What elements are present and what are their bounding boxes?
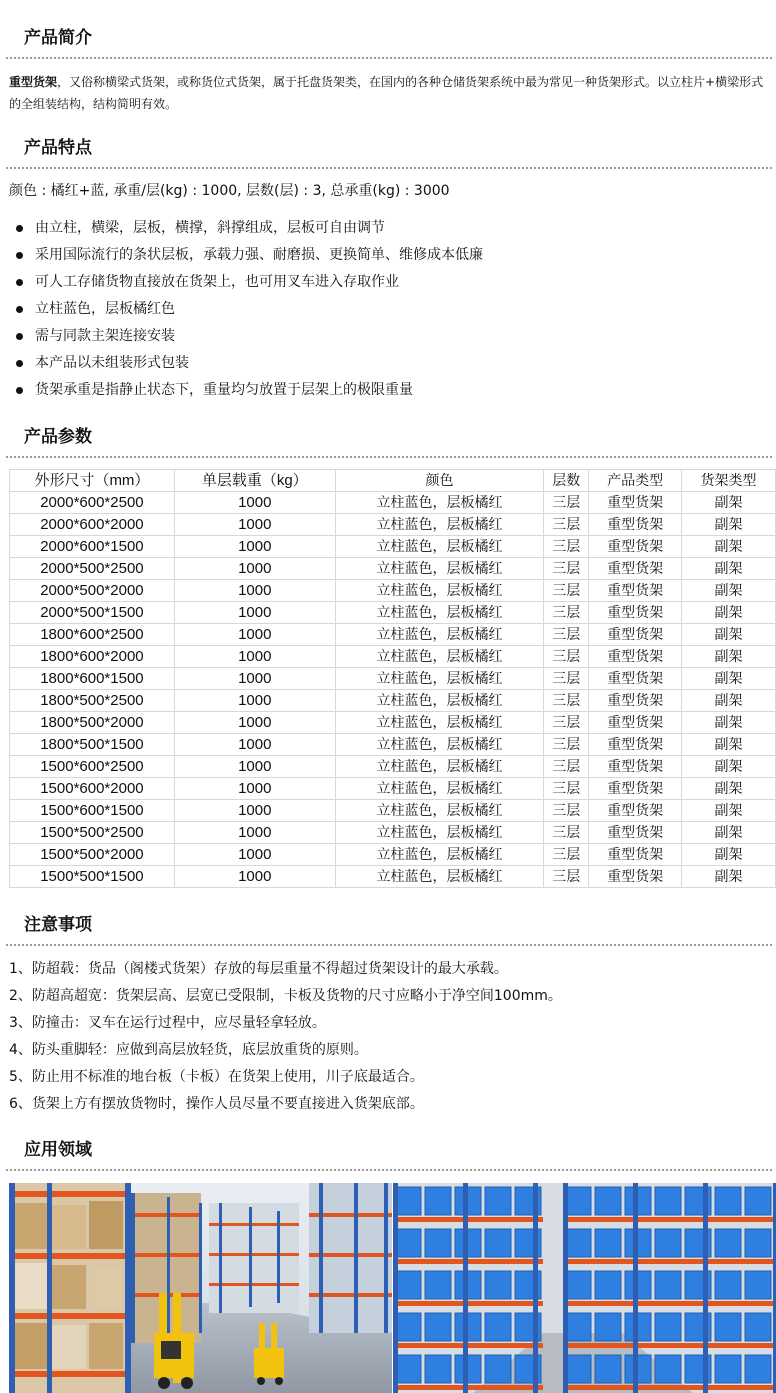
storage-crate xyxy=(395,1187,421,1215)
section-divider xyxy=(6,944,772,946)
table-cell: 1000 xyxy=(174,602,335,624)
table-row xyxy=(10,492,776,514)
table-cell: 1500*500*2000 xyxy=(10,844,175,866)
table-cell: 重型货架 xyxy=(589,646,682,668)
table-cell: 1000 xyxy=(174,866,335,888)
table-cell: 重型货架 xyxy=(589,492,682,514)
warehouse-aisle-photo xyxy=(9,1183,392,1393)
column-header: 层数 xyxy=(544,470,589,492)
table-cell: 副架 xyxy=(682,602,776,624)
storage-crate xyxy=(485,1187,511,1215)
table-row xyxy=(10,602,776,624)
table-cell: 重型货架 xyxy=(589,778,682,800)
table-cell: 三层 xyxy=(544,866,589,888)
table-cell: 1000 xyxy=(174,492,335,514)
column-header: 货架类型 xyxy=(682,470,776,492)
storage-crate xyxy=(425,1187,451,1215)
table-cell: 三层 xyxy=(544,822,589,844)
storage-crate xyxy=(655,1355,681,1383)
table-cell: 重型货架 xyxy=(589,668,682,690)
rack-beam xyxy=(563,1343,776,1348)
table-row xyxy=(10,822,776,844)
section-title-features xyxy=(0,137,776,159)
note-item: 1、防超载：货品（阁楼式货架）存放的每层重量不得超过货架设计的最大承载。 xyxy=(9,961,508,977)
table-cell: 立柱蓝色，层板橘红 xyxy=(335,558,544,580)
table-cell: 1800*500*2500 xyxy=(10,690,175,712)
table-cell: 立柱蓝色，层板橘红 xyxy=(335,734,544,756)
feature-item: 货架承重是指静止状态下，重量均匀放置于层架上的极限重量 xyxy=(0,379,483,406)
note-item: 6、货架上方有摆放货物时，操作人员尽量不要直接进入货架底部。 xyxy=(9,1096,424,1112)
table-row xyxy=(10,756,776,778)
rack-upright xyxy=(393,1183,398,1393)
intro-lead: 重型货架 xyxy=(9,75,58,89)
intro-text: ，又俗称横梁式货架，或称货位式货架，属于托盘货架类，在国内的各种仓储货架系统中最为常见一种货架形式。以立柱片+横梁形式的全组装结构，结构简明有效。 xyxy=(9,75,764,111)
table-row xyxy=(10,800,776,822)
rack-upright xyxy=(563,1183,568,1393)
section-title-intro xyxy=(0,27,776,49)
feature-item: 立柱蓝色，层板橘红色 xyxy=(0,298,483,325)
table-cell: 立柱蓝色，层板橘红 xyxy=(335,866,544,888)
storage-crate xyxy=(395,1313,421,1341)
rack-beam xyxy=(563,1217,776,1222)
table-cell: 重型货架 xyxy=(589,558,682,580)
section-title-application xyxy=(0,1139,776,1161)
table-row xyxy=(10,558,776,580)
table-cell: 副架 xyxy=(682,646,776,668)
storage-crate xyxy=(395,1271,421,1299)
storage-crate xyxy=(565,1187,591,1215)
table-row xyxy=(10,712,776,734)
params-title-text: 产品参数 xyxy=(24,427,92,447)
column-header: 单层载重（kg） xyxy=(174,470,335,492)
table-cell: 副架 xyxy=(682,514,776,536)
table-row xyxy=(10,580,776,602)
table-cell: 1500*600*1500 xyxy=(10,800,175,822)
storage-crate xyxy=(655,1313,681,1341)
feature-item: 需与同款主架连接安装 xyxy=(0,325,483,352)
rack-upright xyxy=(463,1183,468,1393)
table-cell: 副架 xyxy=(682,844,776,866)
table-cell: 2000*500*2500 xyxy=(10,558,175,580)
table-cell: 立柱蓝色，层板橘红 xyxy=(335,602,544,624)
table-cell: 重型货架 xyxy=(589,734,682,756)
table-cell: 1000 xyxy=(174,536,335,558)
storage-crate xyxy=(655,1187,681,1215)
table-cell: 1000 xyxy=(174,668,335,690)
table-cell: 1800*600*1500 xyxy=(10,668,175,690)
storage-crate xyxy=(715,1355,741,1383)
storage-crate xyxy=(595,1313,621,1341)
storage-crate xyxy=(565,1229,591,1257)
table-cell: 重型货架 xyxy=(589,624,682,646)
feature-item: 由立柱，横梁，层板，横撑，斜撑组成，层板可自由调节 xyxy=(0,217,483,244)
table-row xyxy=(10,514,776,536)
note-item: 4、防头重脚轻：应做到高层放轻货，底层放重货的原则。 xyxy=(9,1042,368,1058)
table-cell: 1000 xyxy=(174,800,335,822)
application-title-text: 应用领域 xyxy=(24,1140,92,1160)
table-cell: 重型货架 xyxy=(589,712,682,734)
table-cell: 副架 xyxy=(682,866,776,888)
params-table xyxy=(9,469,776,888)
table-cell: 1500*600*2000 xyxy=(10,778,175,800)
rack-upright xyxy=(633,1183,638,1393)
table-cell: 立柱蓝色，层板橘红 xyxy=(335,624,544,646)
storage-crate xyxy=(565,1355,591,1383)
table-cell: 2000*500*1500 xyxy=(10,602,175,624)
section-title-notes xyxy=(0,914,776,936)
table-cell: 副架 xyxy=(682,536,776,558)
application-photos xyxy=(9,1183,776,1393)
storage-crate xyxy=(745,1187,771,1215)
table-cell: 1000 xyxy=(174,646,335,668)
table-cell: 1500*500*2500 xyxy=(10,822,175,844)
table-cell: 1800*600*2500 xyxy=(10,624,175,646)
table-row xyxy=(10,690,776,712)
storage-crate xyxy=(485,1355,511,1383)
table-cell: 1000 xyxy=(174,624,335,646)
table-cell: 1500*600*2500 xyxy=(10,756,175,778)
note-item: 3、防撞击：叉车在运行过程中，应尽量轻拿轻放。 xyxy=(9,1015,326,1031)
table-cell: 重型货架 xyxy=(589,800,682,822)
rack-beam xyxy=(563,1259,776,1264)
storage-crate xyxy=(715,1187,741,1215)
table-cell: 重型货架 xyxy=(589,602,682,624)
storage-crate xyxy=(395,1355,421,1383)
feature-item: 采用国际流行的条状层板，承载力强、耐磨损、更换简单、维修成本低廉 xyxy=(0,244,483,271)
table-cell: 三层 xyxy=(544,756,589,778)
table-cell: 三层 xyxy=(544,800,589,822)
storage-crate xyxy=(595,1229,621,1257)
table-cell: 2000*500*2000 xyxy=(10,580,175,602)
note-item: 2、防超高超宽：货架层高、层宽已受限制，卡板及货物的尺寸应略小于净空间100mm。 xyxy=(9,988,562,1004)
table-row xyxy=(10,778,776,800)
storage-crate xyxy=(655,1271,681,1299)
table-cell: 1000 xyxy=(174,690,335,712)
table-cell: 副架 xyxy=(682,624,776,646)
column-header: 颜色 xyxy=(335,470,544,492)
column-header: 产品类型 xyxy=(589,470,682,492)
table-cell: 立柱蓝色，层板橘红 xyxy=(335,712,544,734)
storage-crate xyxy=(745,1271,771,1299)
table-cell: 立柱蓝色，层板橘红 xyxy=(335,668,544,690)
table-cell: 副架 xyxy=(682,690,776,712)
table-row xyxy=(10,734,776,756)
table-cell: 1000 xyxy=(174,734,335,756)
table-row xyxy=(10,536,776,558)
table-cell: 1800*500*2000 xyxy=(10,712,175,734)
rack-beam xyxy=(563,1385,776,1390)
rack-upright xyxy=(533,1183,538,1393)
table-cell: 重型货架 xyxy=(589,536,682,558)
intro-title-text: 产品简介 xyxy=(24,28,92,48)
table-cell: 2000*600*2000 xyxy=(10,514,175,536)
table-row xyxy=(10,844,776,866)
spec-summary: 颜色 : 橘红+蓝, 承重/层(kg) : 1000, 层数(层) : 3, 总承重(kg) : 3000 xyxy=(9,183,450,199)
table-cell: 1800*500*1500 xyxy=(10,734,175,756)
table-cell: 副架 xyxy=(682,734,776,756)
section-title-params xyxy=(0,426,776,448)
storage-crate xyxy=(715,1313,741,1341)
table-cell: 副架 xyxy=(682,668,776,690)
blue-crates-image xyxy=(393,1183,776,1393)
table-cell: 三层 xyxy=(544,668,589,690)
table-row xyxy=(10,624,776,646)
section-divider xyxy=(6,456,772,458)
table-cell: 1000 xyxy=(174,558,335,580)
table-cell: 立柱蓝色，层板橘红 xyxy=(335,646,544,668)
storage-crate xyxy=(425,1313,451,1341)
table-cell: 1000 xyxy=(174,778,335,800)
feature-item: 本产品以未组装形式包装 xyxy=(0,352,483,379)
table-cell: 副架 xyxy=(682,800,776,822)
table-cell: 立柱蓝色，层板橘红 xyxy=(335,778,544,800)
table-cell: 立柱蓝色，层板橘红 xyxy=(335,536,544,558)
feature-item: 可人工存储货物直接放在货架上，也可用叉车进入存取作业 xyxy=(0,271,483,298)
section-divider xyxy=(6,167,772,169)
table-body xyxy=(10,492,776,888)
table-cell: 重型货架 xyxy=(589,822,682,844)
table-cell: 重型货架 xyxy=(589,866,682,888)
table-cell: 三层 xyxy=(544,690,589,712)
blue-crates-photo xyxy=(393,1183,776,1393)
storage-crate xyxy=(595,1355,621,1383)
table-cell: 立柱蓝色，层板橘红 xyxy=(335,756,544,778)
table-cell: 三层 xyxy=(544,514,589,536)
table-cell: 立柱蓝色，层板橘红 xyxy=(335,822,544,844)
storage-crate xyxy=(715,1271,741,1299)
table-cell: 副架 xyxy=(682,756,776,778)
table-cell: 2000*600*1500 xyxy=(10,536,175,558)
storage-crate xyxy=(715,1229,741,1257)
table-cell: 三层 xyxy=(544,712,589,734)
intro-paragraph xyxy=(9,71,769,115)
storage-crate xyxy=(425,1229,451,1257)
storage-crate xyxy=(745,1355,771,1383)
storage-crate xyxy=(485,1229,511,1257)
storage-crate xyxy=(595,1271,621,1299)
table-cell: 副架 xyxy=(682,778,776,800)
table-cell: 三层 xyxy=(544,778,589,800)
table-header-row xyxy=(10,470,776,492)
storage-crate xyxy=(425,1271,451,1299)
table-cell: 立柱蓝色，层板橘红 xyxy=(335,514,544,536)
table-cell: 三层 xyxy=(544,646,589,668)
table-cell: 立柱蓝色，层板橘红 xyxy=(335,492,544,514)
section-divider xyxy=(6,1169,772,1171)
table-cell: 三层 xyxy=(544,734,589,756)
table-cell: 重型货架 xyxy=(589,580,682,602)
section-divider xyxy=(6,57,772,59)
table-cell: 重型货架 xyxy=(589,844,682,866)
table-cell: 三层 xyxy=(544,602,589,624)
storage-crate xyxy=(565,1271,591,1299)
storage-crate xyxy=(655,1229,681,1257)
storage-crate xyxy=(745,1313,771,1341)
table-cell: 副架 xyxy=(682,712,776,734)
table-cell: 立柱蓝色，层板橘红 xyxy=(335,844,544,866)
table-cell: 1000 xyxy=(174,822,335,844)
storage-crate xyxy=(485,1313,511,1341)
storage-crate xyxy=(485,1271,511,1299)
table-cell: 立柱蓝色，层板橘红 xyxy=(335,690,544,712)
note-item: 5、防止用不标准的地台板（卡板）在货架上使用，川子底最适合。 xyxy=(9,1069,424,1085)
notes-list xyxy=(9,958,562,1120)
notes-title-text: 注意事项 xyxy=(24,915,92,935)
table-cell: 重型货架 xyxy=(589,756,682,778)
column-header: 外形尺寸（mm） xyxy=(10,470,175,492)
table-cell: 三层 xyxy=(544,624,589,646)
table-cell: 1000 xyxy=(174,844,335,866)
storage-crate xyxy=(395,1229,421,1257)
table-cell: 重型货架 xyxy=(589,690,682,712)
table-cell: 1800*600*2000 xyxy=(10,646,175,668)
table-cell: 三层 xyxy=(544,492,589,514)
table-row xyxy=(10,668,776,690)
table-cell: 立柱蓝色，层板橘红 xyxy=(335,580,544,602)
storage-crate xyxy=(595,1187,621,1215)
rack-upright xyxy=(703,1183,708,1393)
table-cell: 三层 xyxy=(544,536,589,558)
table-cell: 立柱蓝色，层板橘红 xyxy=(335,800,544,822)
table-cell: 2000*600*2500 xyxy=(10,492,175,514)
table-cell: 三层 xyxy=(544,558,589,580)
table-cell: 副架 xyxy=(682,558,776,580)
rack-beam xyxy=(563,1301,776,1306)
storage-crate xyxy=(565,1313,591,1341)
warehouse-aisle-image xyxy=(9,1183,392,1393)
table-cell: 副架 xyxy=(682,492,776,514)
feature-list xyxy=(0,217,483,406)
table-cell: 1000 xyxy=(174,712,335,734)
table-cell: 1500*500*1500 xyxy=(10,866,175,888)
features-title-text: 产品特点 xyxy=(24,138,92,158)
storage-crate xyxy=(425,1355,451,1383)
storage-crate xyxy=(745,1229,771,1257)
table-cell: 1000 xyxy=(174,756,335,778)
table-row xyxy=(10,866,776,888)
table-cell: 重型货架 xyxy=(589,514,682,536)
table-cell: 副架 xyxy=(682,580,776,602)
table-cell: 三层 xyxy=(544,580,589,602)
table-cell: 1000 xyxy=(174,514,335,536)
table-cell: 1000 xyxy=(174,580,335,602)
table-cell: 三层 xyxy=(544,844,589,866)
table-cell: 副架 xyxy=(682,822,776,844)
table-row xyxy=(10,646,776,668)
